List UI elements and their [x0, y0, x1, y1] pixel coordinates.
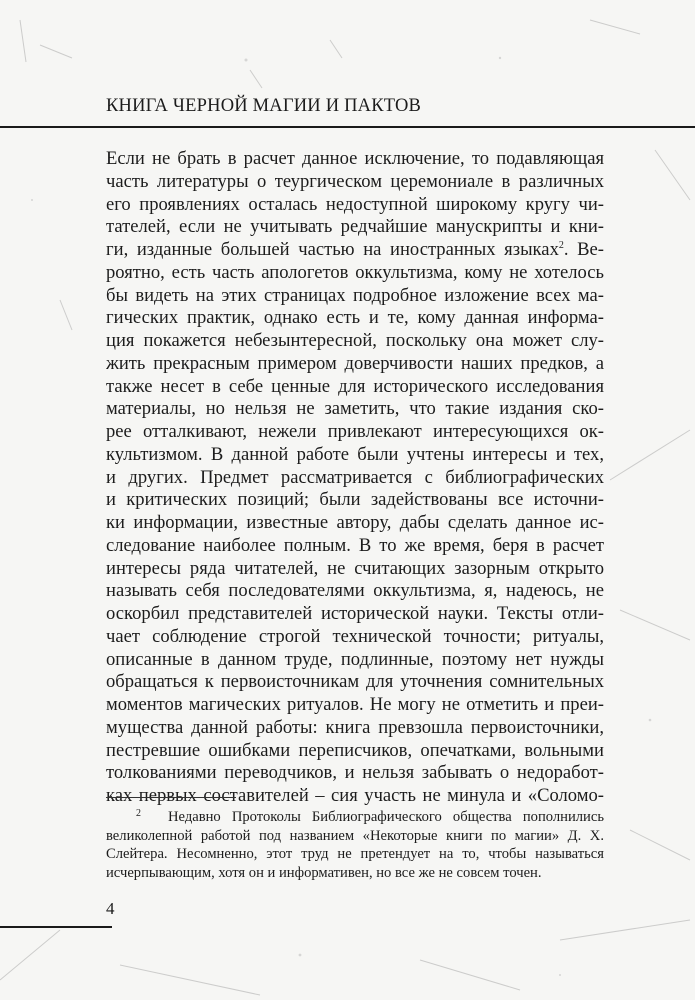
body-line: Если не брать в расчет данное исключение, то подавляющая: [106, 148, 604, 169]
body-line: также несет в себе ценные для исторического исследования: [106, 375, 604, 397]
footnote-reference[interactable]: 2: [558, 240, 564, 251]
body-text: [106, 148, 604, 808]
body-line: жить прекрасным примером доверчивости наших предков, а: [106, 352, 604, 374]
header-rule: [0, 126, 695, 128]
body-line: чает соблюдение строгой технической точности; ритуалы,: [106, 625, 604, 647]
footnote-separator: [106, 797, 236, 798]
body-line-with-footnote-ref: [106, 239, 604, 262]
body-line: гических практик, однако есть и те, кому данная информа-: [106, 307, 604, 329]
body-line: и других. Предмет рассматривается с библиографических: [106, 466, 604, 488]
body-line: оскорбил представителей исторической науки. Тексты отли-: [106, 603, 604, 624]
body-line: материалы, но нельзя не заметить, что такие издания ско-: [106, 398, 604, 420]
body-line: интересы ряда читателей, не считающих зазорным открыто: [106, 557, 604, 579]
body-line: называть себя последователями оккультизма, я, надеюсь, не: [106, 580, 604, 602]
body-line: толкованиями переводчиков, и нельзя забывать о недоработ-: [106, 762, 604, 784]
body-line: и критических позиций; были задействованы все источни-: [106, 489, 604, 511]
body-line: рее отталкивают, нежели привлекают интересующихся ок-: [106, 421, 604, 442]
body-line-text: ги, изданные большей частью на иностранных языках: [106, 239, 559, 260]
body-line: роятно, есть часть апологетов оккультизма, кому не хотелось: [106, 261, 604, 283]
footnote-line: 2 Недавно Протоколы Библиографического общества пополнились: [136, 808, 604, 825]
body-line: пестревшие ошибками переписчиков, опечатками, вольными: [106, 739, 604, 761]
body-line: ки информации, известные автору, дабы сделать данное ис-: [106, 512, 604, 533]
footnote-line: Слейтера. Несомненно, этот труд не претендует на то, чтобы называться: [106, 846, 604, 862]
body-line-tail: . Ве-: [563, 239, 604, 260]
running-header-title: КНИГА ЧЕРНОЙ МАГИИ И ПАКТОВ: [106, 96, 422, 116]
body-line: часть литературы о теургическом церемониале в различных: [106, 170, 604, 192]
footnote-line-text: Недавно Протоколы Библиографического общества пополнились: [168, 809, 604, 825]
footer-rule: [0, 926, 112, 928]
body-line: следование наиболее полным. В то же время, беря в расчет: [106, 534, 604, 556]
body-line: обращаться к первоисточникам для уточнения сомнительных: [106, 671, 604, 693]
footnote-line: исчерпывающим, хотя он и информативен, но все же не совсем точен.: [106, 864, 542, 881]
body-line: мущества данной работы: книга превзошла первоисточники,: [106, 716, 604, 738]
body-line: его проявлениях осталась недоступной широкому кругу чи-: [106, 193, 604, 215]
page-number: 4: [106, 899, 115, 918]
body-line: бы видеть на этих страницах подробное изложение всех ма-: [106, 284, 604, 306]
footnote: [106, 808, 604, 882]
body-line: ках первых составителей – сия участь не минула и «Соломо-: [106, 785, 604, 806]
body-line: ция покажется небезынтересной, поскольку она может слу-: [106, 330, 604, 351]
body-line: культизмом. В данной работе были учтены интересы и тех,: [106, 443, 604, 465]
body-line: тателей, если не учитывать редчайшие манускрипты и кни-: [106, 216, 604, 238]
body-line: моментов магических ритуалов. Не могу не отметить и преи-: [106, 694, 604, 715]
footnote-line: великолепной работой под названием «Некоторые книги по магии» Д. Х.: [106, 827, 604, 844]
body-line: описанные в данном труде, подлинные, поэтому нет нужды: [106, 648, 604, 670]
